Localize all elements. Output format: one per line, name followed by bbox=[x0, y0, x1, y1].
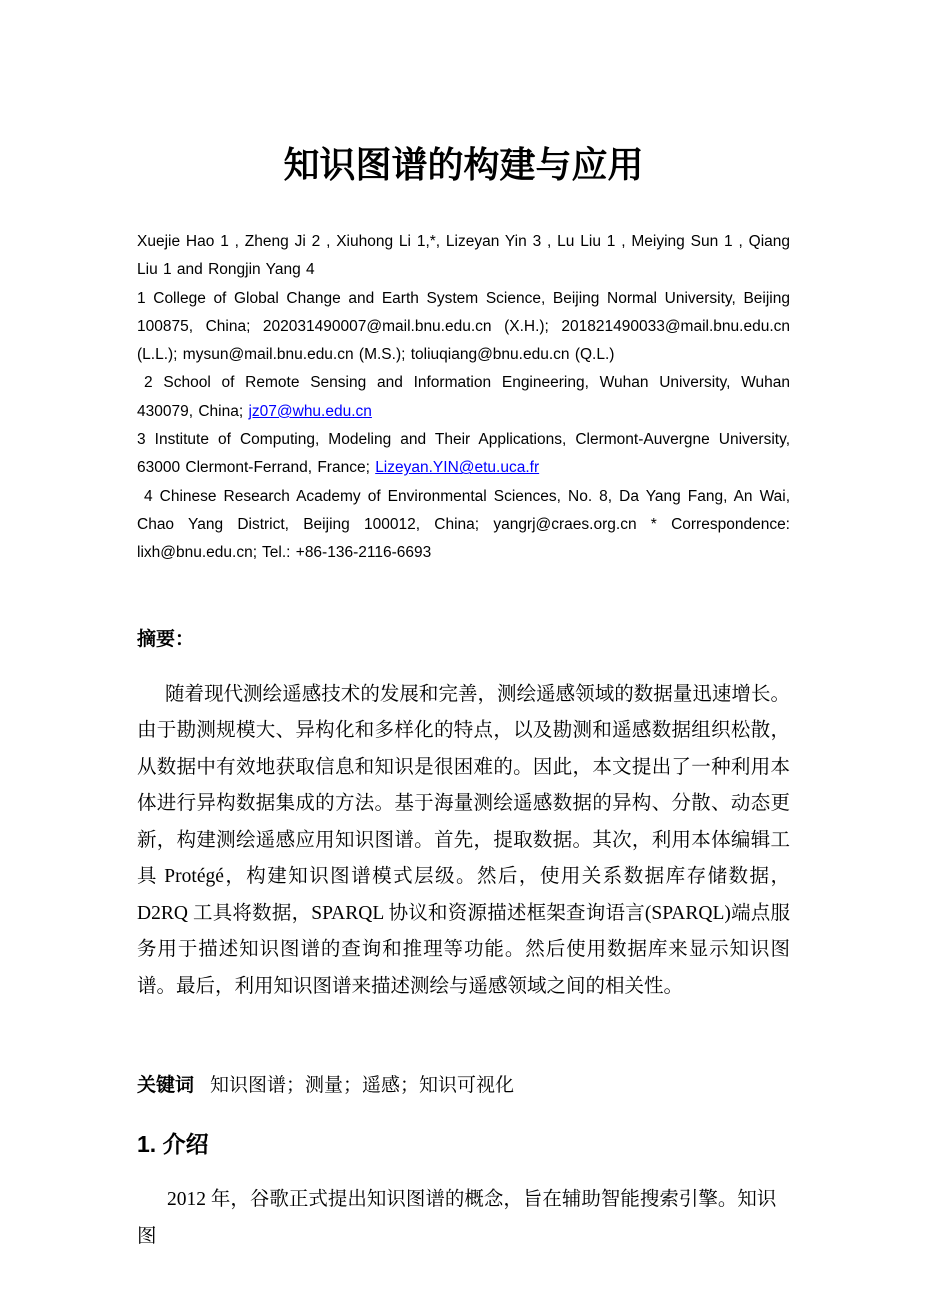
affiliation-2 bbox=[137, 369, 790, 426]
abstract-body: 随着现代测绘遥感技术的发展和完善，测绘遥感领域的数据量迅速增长。由于勘测规模大、异构化和多样化的特点，以及勘测和遥感数据组织松散，从数据中有效地获取信息和知识是很困难的。因此，本文提出了一种利用本体进行异构数据集成的方法。基于海量测绘遥感数据的异构、分散、动态更新，构建测绘遥感应用知识图谱。首先，提取数据。其次，利用本体编辑工具 Protégé，构建知识图谱模式层级。然后，使用关系数据库存储数据，D2RQ 工具将数据，SPARQL 协议和资源描述框架查询语言(SPARQL)端点服务用于描述知识图谱的查询和推理等功能。然后使用数据库来显示知识图谱。最后，利用知识图谱来描述测绘与遥感领域之间的相关性。 bbox=[137, 683, 790, 997]
abstract-heading: 摘要： bbox=[137, 628, 195, 650]
paper-title: 知识图谱的构建与应用 bbox=[283, 145, 644, 185]
affiliation-3 bbox=[137, 426, 790, 483]
email-link-uca[interactable]: Lizeyan.YIN@etu.uca.fr bbox=[375, 459, 540, 477]
keywords-text: 知识图谱；测量；遥感；知识可视化 bbox=[210, 1075, 515, 1097]
affiliation-2-text: 2 School of Remote Sensing and Information Engineering, Wuhan University, Wuhan 430079, China; bbox=[137, 374, 790, 420]
affiliation-4: 4 Chinese Research Academy of Environmental Sciences, No. 8, Da Yang Fang, An Wai, Chao Yang District, Beijing 100012, China; yangrj@craes.org.cn * Correspondence: lixh@bnu.edu.cn; Tel.: +86-136-2116-6693 bbox=[137, 487, 790, 562]
affiliation-3-text: 3 Institute of Computing, Modeling and Their Applications, Clermont-Auvergne University, 63000 Clermont-Ferrand, France; bbox=[137, 431, 790, 477]
keywords-label: 关键词 bbox=[137, 1075, 195, 1097]
intro-paragraph: 2012 年，谷歌正式提出知识图谱的概念，旨在辅助智能搜索引擎。知识图 bbox=[137, 1189, 777, 1247]
author-list: Xuejie Hao 1 , Zheng Ji 2 , Xiuhong Li 1,*, Lizeyan Yin 3 , Lu Liu 1 , Meiying Sun 1 , Qiang Liu 1 and Rongjin Yang 4 bbox=[137, 233, 790, 279]
email-link-whu[interactable]: jz07@whu.edu.cn bbox=[248, 402, 372, 420]
keywords-line bbox=[137, 1071, 790, 1101]
affiliation-1: 1 College of Global Change and Earth System Science, Beijing Normal University, Beijing 100875, China; 202031490007@mail.bnu.edu.cn (X.H.); 201821490033@mail.bnu.edu.cn (L.L.); mysun@mail.bnu.edu.cn (M.S.); toliuqiang@bnu.edu.cn (Q.L.) bbox=[137, 289, 790, 364]
section-1-heading: 1. 介绍 bbox=[137, 1131, 209, 1158]
